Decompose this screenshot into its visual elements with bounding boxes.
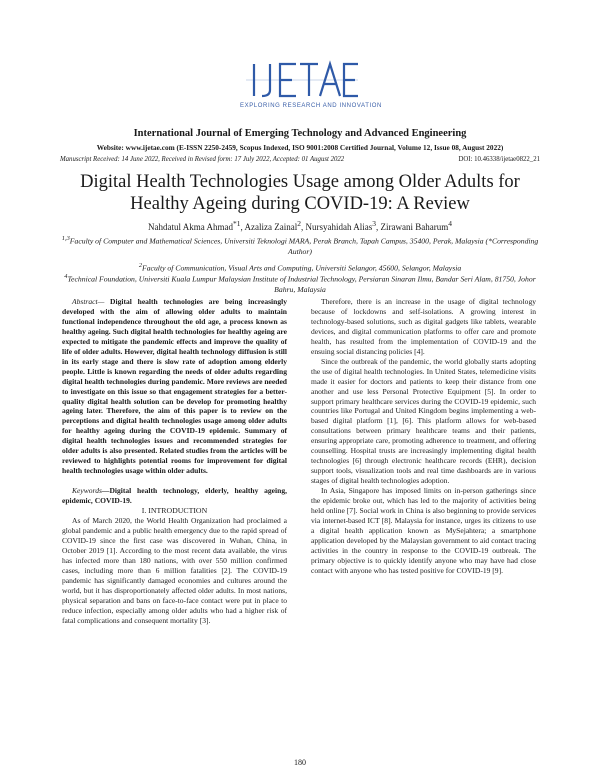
- body-paragraph: Since the outbreak of the pandemic, the world globally starts adopting the use of digital health technologies. In United States, telemedicine visits made it easier for doctors and patients to keep their distance from one another and use less Personal Protective Equipment [5]. In order to support primary healthcare services during the COVID-19 epidemic, such countries like Portugal and United Kingdom begins implementing a web-based digital platform [1], [6]. This platform allows for web-based consultations between primary healthcare teams and their patients, ensuring appropriate care, promoting adherence to treatment, and offering counselling. Hospital trusts are increasingly implementing digital health technologies [6] through electronic healthcare records (EHR), decision support tools, visualization tools and real time dashboards are in various stages of digital health technologies adoption.: [311, 356, 536, 486]
- manuscript-received: Manuscript Received: 14 June 2022, Received in Revised form: 17 July 2022, Accepted: 01 August 2022: [60, 156, 345, 163]
- author-name: Azaliza Zainal: [244, 222, 298, 232]
- affiliation-sup: 4: [64, 273, 68, 280]
- affiliation-text: Faculty of Communication, Visual Arts and Computing, Universiti Selangor, 45600, Selangor, Malaysia: [142, 263, 462, 273]
- doi: DOI: 10.46338/ijetae0822_21: [458, 156, 540, 163]
- body-paragraph: In Asia, Singapore has imposed limits on in-person gatherings since the epidemic broke out, which has led to the majority of activities being held online [7]. Social work in China is also beginning to provide services via internet-based ICT [8]. Malaysia for instance, urges its citizens to use a digital health application known as MySejahtera; a smartphone application developed by the Malaysian government to aid contact tracing activities in the country in response to the COVID-19 outbreak. The primary objective is to quickly identify anyone who may have had close contact with anyone who has tested positive for COVID-19 [9].: [311, 486, 536, 575]
- author-sup: 3: [372, 219, 376, 228]
- affiliation: [60, 234, 540, 258]
- affiliation-sup: 1,3: [61, 235, 70, 242]
- abstract-text: Digital health technologies are being increasingly developed with the aim of allowing older adults to maintain functional independence throughout the old age, a process known as healthy ageing. Such digital health technologies for healthy ageing are expected to mitigate the pandemic effects and improve the quality of life of older adults. However, digital health technology diffusion is still in its early stage and there is slow rate of adoption among elderly people. Little is known regarding the needs of older adults regarding digital health technologies during pandemic. More reviews are needed to investigate on this issue so that engagement strategies for a better-quality digital health solution can be develop for promoting healthy ageing later. Therefore, the aim of this paper is to review on the perceptions and digital health technologies usage among older adults for healthy ageing during the COVID-19 epidemic. Summary of digital health technologies issues and recommended strategies for older adults is also presented. Related studies from the articles will be reviewed to highlights potential rooms for improvement for digital health technologies usage within older adults.: [62, 297, 287, 476]
- journal-logo: [240, 58, 382, 116]
- section-heading: I. INTRODUCTION: [141, 506, 208, 516]
- manuscript-dates-row: [60, 156, 540, 163]
- intro-paragraph: As of March 2020, the World Health Organization had proclaimed a global pandemic and a public health emergency due to the rapid spread of COVID-19 since the first case was discovered in Wuhan, China, in October 2019 [1]. According to the most recent data available, the virus has infected more than 180 nations, with over 550 million confirmed cases, including more than 6 million fatalities [2]. The COVID-19 pandemic has significantly damaged economies and cultures around the world, but it has disproportionately affected older adults. In most nations, physical separation and bans on face-to-face contact were put in place to reduce infection, especially among older adults who had a higher risk of fatal complications and consequent mortality [3].: [62, 516, 287, 625]
- keywords: [62, 486, 287, 506]
- author-list: Nahdatul Akma Ahmad$^{*1}$, Azaliza Zainal$^2$, Nursyahidah Alias$^3$, Zirawani Baharum$^4$: [148, 219, 452, 232]
- author-name: Nursyahidah Alias: [305, 222, 373, 232]
- title-line-1: Digital Health Technologies Usage among Older Adults for: [80, 172, 520, 192]
- logo-tagline: EXPLORING RESEARCH AND INNOVATION: [240, 103, 382, 109]
- keywords-label: Keywords: [72, 486, 102, 496]
- right-column: [311, 297, 536, 576]
- author-sup: 2: [297, 219, 301, 228]
- affiliation: [60, 272, 540, 296]
- journal-website-line: Website: www.ijetae.com (E-ISSN 2250-2459, Scopus Indexed, ISO 9001:2008 Certified Journal, Volume 12, Issue 08, August 2022): [96, 143, 504, 152]
- affiliation-text: Faculty of Computer and Mathematical Sciences, Universiti Teknologi MARA, Perak Branch, Tapah Campus, 35400, Perak, Malaysia (*Corresponding Author): [69, 236, 539, 257]
- paper-title: [40, 171, 560, 215]
- left-column: [62, 297, 287, 626]
- author-name: Zirawani Baharum: [380, 222, 449, 232]
- ijetae-logo-mark: [240, 58, 360, 102]
- journal-name: International Journal of Emerging Technology and Advanced Engineering: [133, 128, 467, 139]
- author-sup: *1: [233, 219, 241, 228]
- abstract: [62, 297, 287, 476]
- body-paragraph: Therefore, there is an increase in the usage of digital technology because of lockdowns and self-isolations. A growing interest in technology-based solutions, such as digital gadgets like tablets, wearable devices, and digital communication platforms to offer care and promote health, has resulted from the implementation of COVID-19 and the ensuing social distancing policies [4].: [311, 297, 536, 356]
- affiliation-text: Technical Foundation, Universiti Kuala Lumpur Malaysian Institute of Industrial Technology, Persiaran Sinaran Ilmu, Bandar Seri Alam, 81750, Johor Bahru, Malaysia: [67, 274, 536, 295]
- abstract-label: Abstract—: [72, 297, 105, 306]
- page-number: 180: [294, 758, 306, 767]
- author-name: Nahdatul Akma Ahmad: [148, 222, 234, 232]
- author-sup: 4: [448, 219, 452, 228]
- affiliation-sup: 2: [138, 262, 143, 269]
- title-line-2: Healthy Ageing during COVID-19: A Review: [130, 194, 470, 214]
- keywords-text: —Digital health technology, elderly, healthy ageing, epidemic, COVID-19.: [62, 486, 287, 506]
